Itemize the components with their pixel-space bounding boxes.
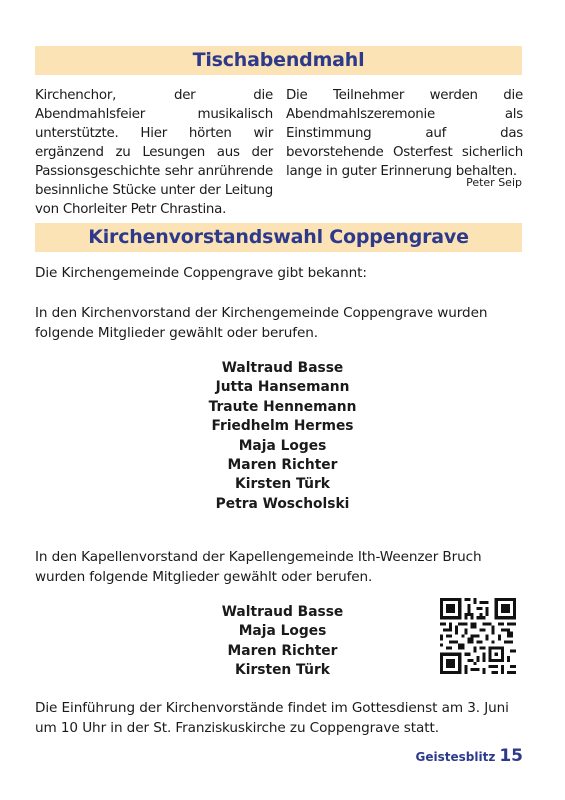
member-name: Friedhelm Hermes: [211, 418, 354, 435]
member-list-kapellenvorstand: [160, 603, 405, 681]
intro-text: Die Kirchengemeinde Coppengrave gibt bekannt:: [35, 265, 367, 281]
section-title-kirchenvorstandswahl: Kirchenvorstandswahl Coppengrave: [35, 223, 522, 252]
paragraph-kirchenvorstand: In den Kirchenvorstand der Kirchengemeinde Coppengrave wurden folgende Mitglieder gewählt oder berufen.: [35, 305, 488, 341]
magazine-name: Geistesblitz: [415, 750, 496, 764]
member-list-kirchenvorstand: [160, 359, 405, 514]
member-name: Maren Richter: [227, 456, 338, 473]
member-name: Maja Loges: [238, 623, 327, 640]
member-name: Maja Loges: [238, 437, 327, 454]
article-column-left: [35, 86, 273, 219]
member-name: Kirsten Türk: [235, 662, 330, 679]
author-name: Peter Seip: [466, 176, 522, 189]
section-title-tischabendmahl: Tischabendmahl: [35, 46, 522, 75]
qr-code-icon[interactable]: [440, 598, 516, 674]
article-column-right: [286, 86, 523, 181]
member-name: Kirsten Türk: [235, 476, 330, 493]
member-name: Maren Richter: [227, 642, 338, 659]
member-name: Jutta Hansemann: [215, 379, 350, 396]
article-text-left: Kirchenchor, der die Abendmahlsfeier musikalisch unterstützte. Hier hörten wir ergänzend zu Lesungen aus der Passionsgeschichte sehr anrührende besinnliche Stücke unter der Leitung von Chorleiter Petr Chrastina.: [35, 88, 273, 217]
member-name: Waltraud Basse: [221, 604, 344, 620]
member-name: Traute Hennemann: [208, 398, 357, 415]
paragraph-kapellenvorstand: In den Kapellenvorstand der Kapellengemeinde Ith-Weenzer Bruch wurden folgende Mitglieder gewählt oder berufen.: [35, 549, 482, 585]
page-number: 15: [499, 746, 523, 766]
closing-text: Die Einführung der Kirchenvorstände findet im Gottesdienst am 3. Juni um 10 Uhr in der St. Franziskuskirche zu Coppengrave statt.: [35, 700, 509, 736]
article-text-right: Die Teilnehmer werden die Abendmahlszeremonie als Einstimmung auf das bevorstehende Osterfest sicherlich lange in guter Erinnerung behalten.: [286, 88, 523, 179]
member-name: Waltraud Basse: [221, 360, 344, 376]
member-name: Petra Woscholski: [215, 495, 350, 512]
page-footer: [416, 746, 523, 766]
